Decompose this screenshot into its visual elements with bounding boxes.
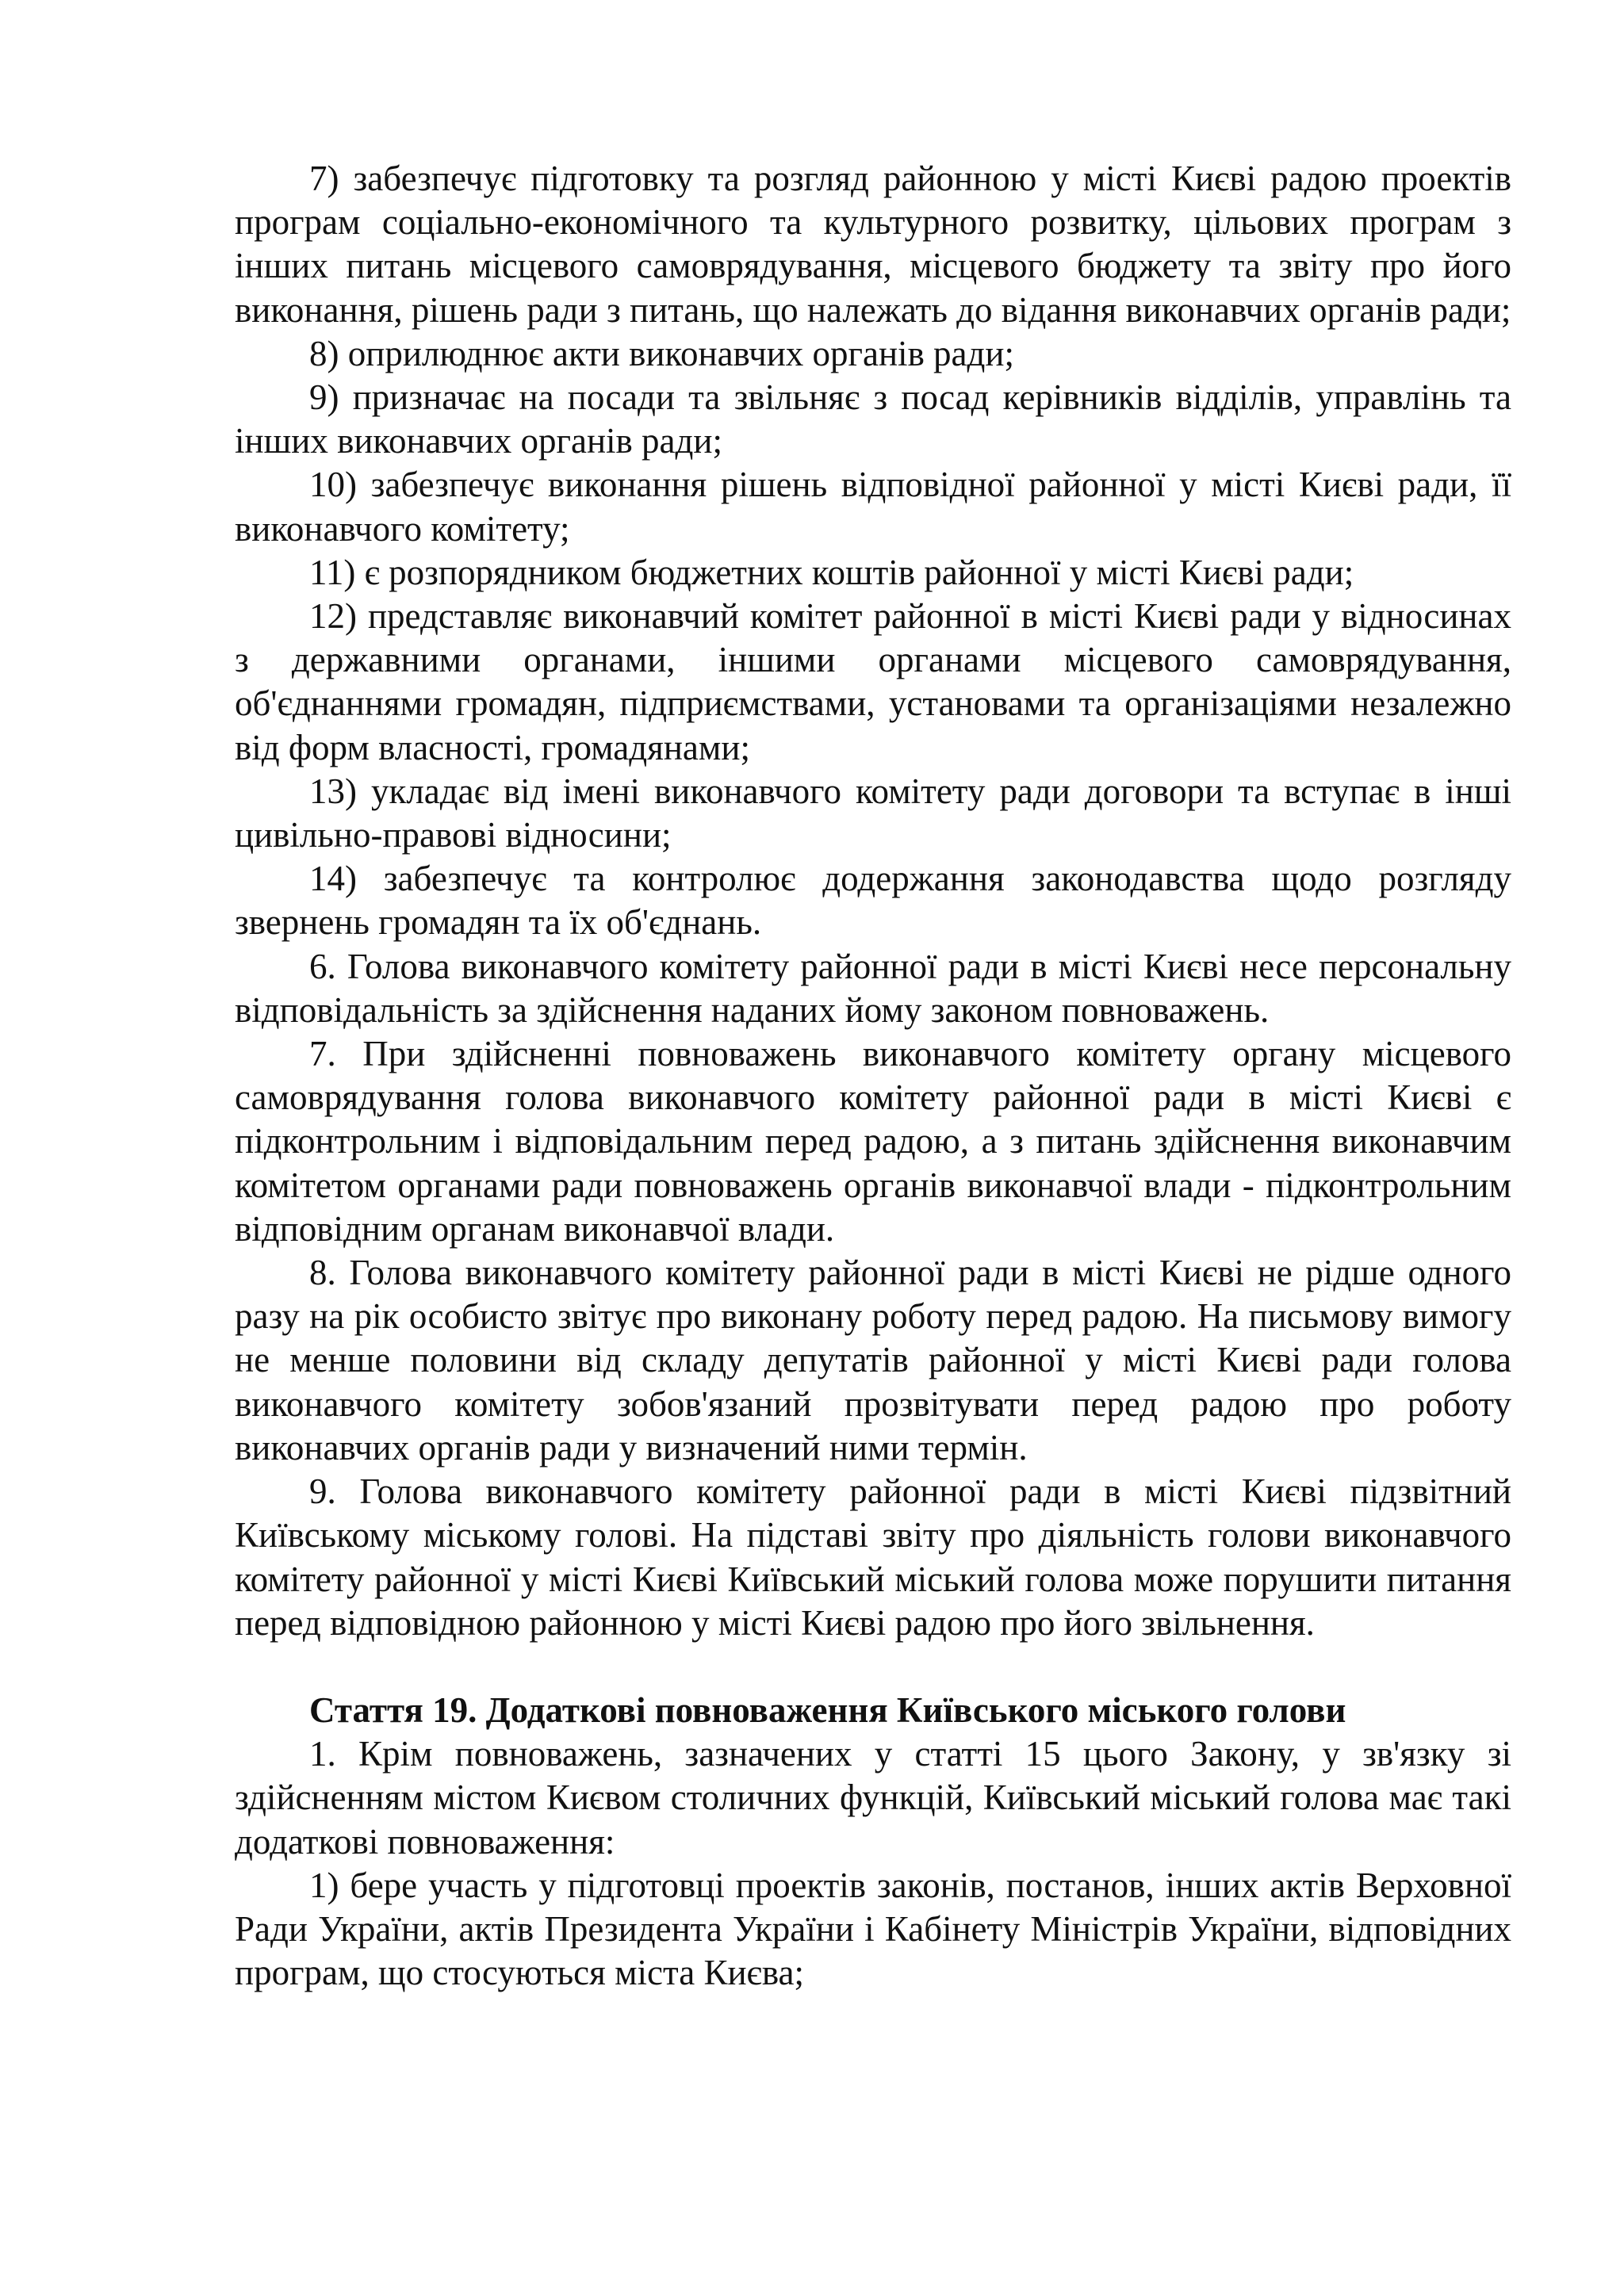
paragraph-item-10: 10) забезпечує виконання рішень відповідної районної у місті Києві ради, її виконавчого комітету; [235,465,1511,549]
document-page [235,157,1511,1995]
paragraph-item-9: 9) призначає на посади та звільняє з посад керівників відділів, управлінь та інших виконавчих органів ради; [235,377,1511,461]
paragraph-item-7: 7) забезпечує підготовку та розгляд районною у місті Києві радою проектів програм соціально-економічного та культурного розвитку, цільових програм з інших питань місцевого самоврядування, місцевого бюджету та звіту про його виконання, рішень ради з питань, що належать до відання виконавчих органів ради; [235,159,1511,330]
article-19-item-1: 1) бере участь у підготовці проектів законів, постанов, інших актів Верховної Ради України, актів Президента України і Кабінету Міністрів України, відповідних програм, що стосуються міста Києва; [235,1865,1511,1993]
paragraph-item-12: 12) представляє виконавчий комітет районної в місті Києві ради у відносинах з державними органами, іншими органами місцевого самоврядування, об'єднаннями громадян, підприємствами, установами та організаціями незалежно від форм власності, громадянами; [235,596,1511,767]
paragraph-part-7: 7. При здійсненні повноважень виконавчого комітету органу місцевого самоврядування голова виконавчого комітету районної ради в місті Києві є підконтрольним і відповідальним перед радою, а з питань здійснення виконавчим комітетом органами ради повноважень органів виконавчої влади - підконтрольним відповідним органам виконавчої влади. [235,1034,1511,1249]
paragraph-part-8: 8. Голова виконавчого комітету районної ради в місті Києві не рідше одного разу на рік особисто звітує про виконану роботу перед радою. На письмову вимогу не менше половини від складу депутатів районної у місті Києві ради голова виконавчого комітету зобов'язаний прозвітувати перед радою про роботу виконавчих органів ради у визначений ними термін. [235,1253,1511,1468]
article-19-part-1: 1. Крім повноважень, зазначених у статті 15 цього Закону, у зв'язку зі здійсненням містом Києвом столичних функцій, Київський міський голова має такі додаткові повноваження: [235,1734,1511,1862]
article-heading: Стаття 19. Додаткові повноваження Київського міського голови [309,1689,1346,1730]
paragraph-item-14: 14) забезпечує та контролює додержання законодавства щодо розгляду звернень громадян та їх об'єднань. [235,859,1511,943]
paragraph-item-13: 13) укладає від імені виконавчого комітету ради договори та вступає в інші цивільно-правові відносини; [235,771,1511,855]
paragraph-item-11: 11) є розпорядником бюджетних коштів районної у місті Києві ради; [309,552,1354,592]
paragraph-item-8: 8) оприлюднює акти виконавчих органів ради; [309,333,1015,373]
paragraph-part-6: 6. Голова виконавчого комітету районної ради в місті Києві несе персональну відповідальність за здійснення наданих йому законом повноважень. [235,946,1511,1030]
paragraph-part-9: 9. Голова виконавчого комітету районної ради в місті Києві підзвітний Київському міському голові. На підставі звіту про діяльність голови виконавчого комітету районної у місті Києві Київський міський голова може порушити питання перед відповідною районною у місті Києві радою про його звільнення. [235,1471,1511,1643]
